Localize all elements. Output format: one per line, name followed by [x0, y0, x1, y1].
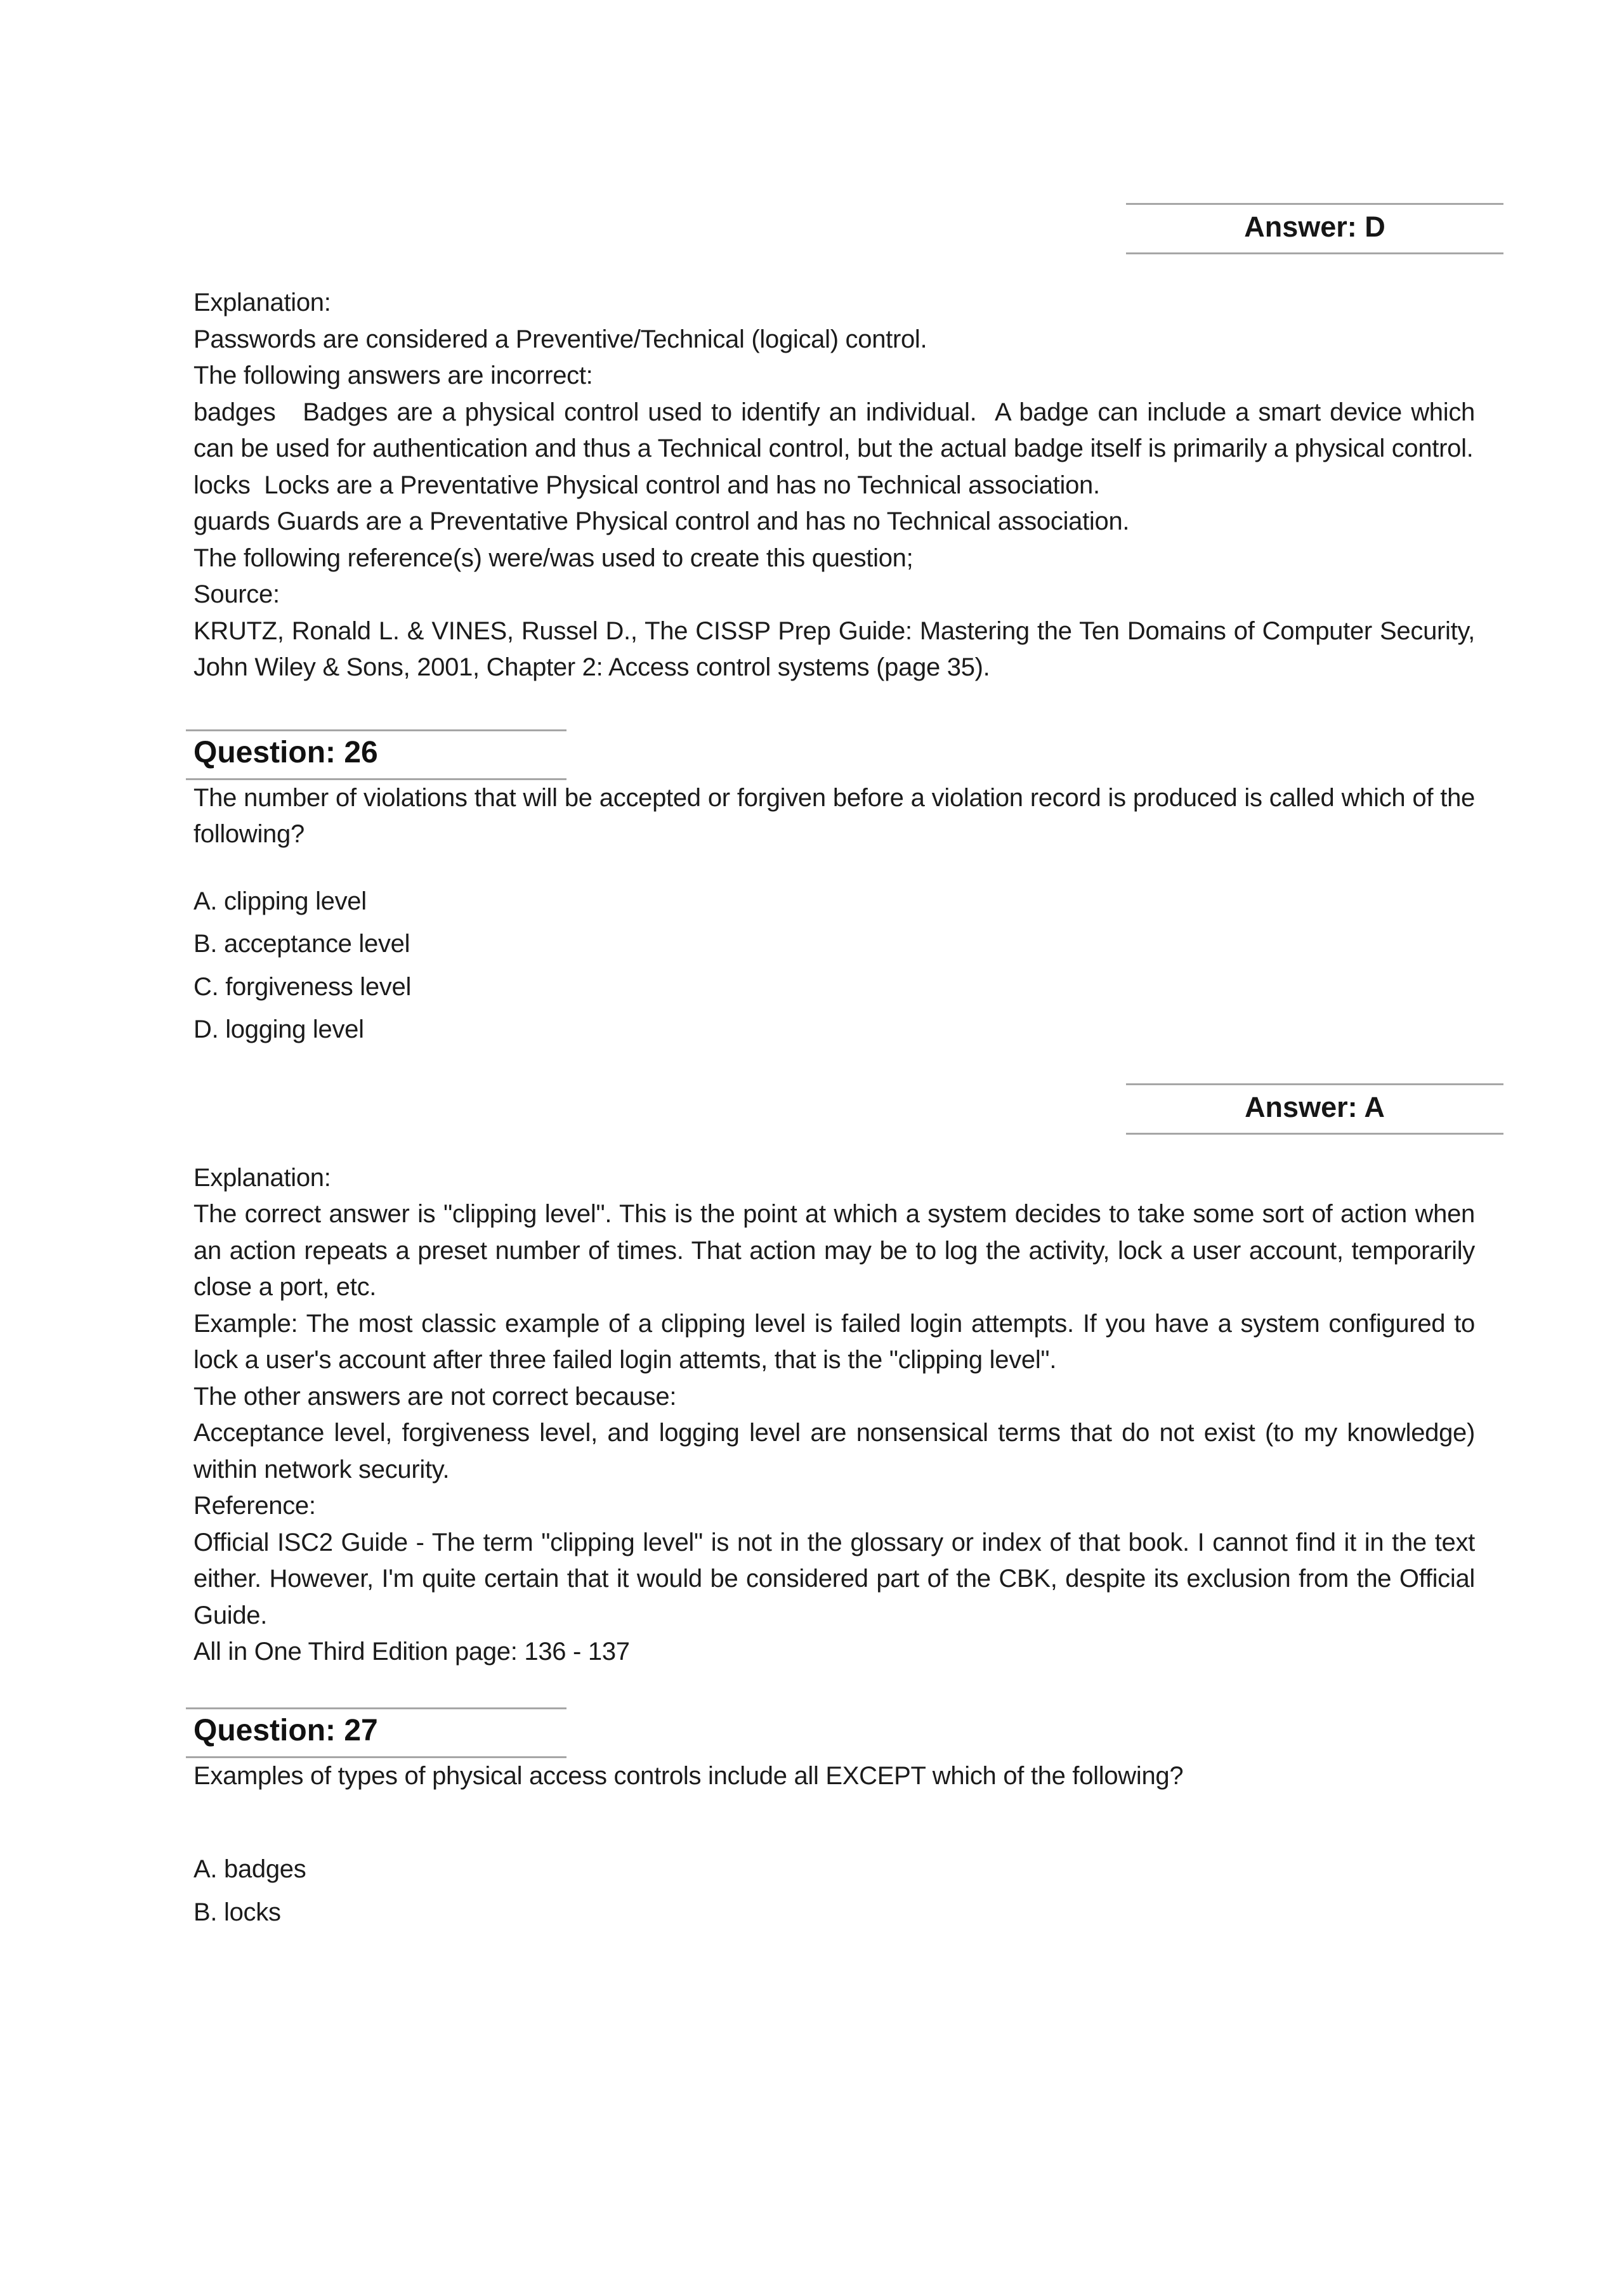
question-27-heading: Question: 27	[193, 1713, 378, 1747]
question-26-option-c: C. forgiveness level	[193, 972, 412, 1001]
explanation-q26-para-nonsense: Acceptance level, forgiveness level, and logging level are nonsensical terms that do not exist (to my knowledge) within network security.	[193, 1419, 1475, 1484]
question-27-options	[193, 1851, 1503, 1931]
answer-q26-label: Answer: A	[1245, 1090, 1385, 1123]
question-26-text: The number of violations that will be accepted or forgiven before a violation record is produced is called which of the following?	[193, 783, 1475, 848]
explanation-q25-line-incorrect: The following answers are incorrect:	[193, 362, 593, 389]
answer-q25-label: Answer: D	[1244, 211, 1385, 243]
answer-banner-q26	[1126, 1083, 1503, 1135]
explanation-q26-line-other: The other answers are not correct because:	[193, 1382, 677, 1411]
explanation-q25	[193, 285, 1503, 686]
question-27-option-a: A. badges	[193, 1855, 306, 1883]
question-26-option-a: A. clipping level	[193, 887, 367, 915]
explanation-q26-line-reference: Reference:	[193, 1492, 316, 1520]
explanation-q26-para-example: Example: The most classic example of a clipping level is failed login attempts. If you have a system configured to lock a user's account after three failed login attemts, that is the "clipping level".	[193, 1309, 1475, 1374]
answer-banner-q25	[1126, 203, 1503, 254]
explanation-q25-heading: Explanation:	[193, 289, 331, 316]
explanation-q26-heading: Explanation:	[193, 1163, 331, 1192]
question-27-option-b: B. locks	[193, 1898, 281, 1926]
explanation-q25-line-references: The following reference(s) were/was used to create this question;	[193, 544, 914, 572]
explanation-q26-para-correct: The correct answer is "clipping level". This is the point at which a system decides to take some sort of action when an action repeats a preset number of times. That action may be to log the activity, lock a user account, temporarily close a port, etc.	[193, 1200, 1475, 1301]
explanation-q26-para-official: Official ISC2 Guide - The term "clipping level" is not in the glossary or index of that book. I cannot find it in the text either. However, I'm quite certain that it would be considered part of the CBK, despite its exclusion from the Official Guide.	[193, 1528, 1475, 1629]
question-27-text: Examples of types of physical access controls include all EXCEPT which of the following?	[193, 1761, 1184, 1790]
explanation-q25-line-source: Source:	[193, 580, 280, 608]
explanation-q25-para-krutz: KRUTZ, Ronald L. & VINES, Russel D., The CISSP Prep Guide: Mastering the Ten Domains of Computer Security, John Wiley & Sons, 2001, Chapter 2: Access control systems (page 35).	[193, 616, 1475, 681]
question-27-body	[193, 1758, 1503, 1795]
question-26-header	[186, 729, 566, 780]
explanation-q26-line-aio: All in One Third Edition page: 136 - 137	[193, 1638, 630, 1666]
explanation-q26	[193, 1160, 1503, 1671]
question-26-heading: Question: 26	[193, 735, 378, 769]
explanation-q25-line-passwords: Passwords are considered a Preventive/Technical (logical) control.	[193, 325, 927, 353]
question-27-header	[186, 1707, 566, 1758]
question-26-options	[193, 884, 1503, 1048]
explanation-q25-line-locks: locks Locks are a Preventative Physical control and has no Technical association.	[193, 471, 1100, 499]
question-26-option-b: B. acceptance level	[193, 930, 410, 958]
question-26-option-d: D. logging level	[193, 1015, 364, 1043]
explanation-q25-para-badges: badges Badges are a physical control used to identify an individual. A badge can include a smart device which can be used for authentication and thus a Technical control, but the actual badge itself is primarily a physical control.	[193, 398, 1475, 462]
question-26-body	[193, 780, 1503, 853]
explanation-q25-line-guards: guards Guards are a Preventative Physical control and has no Technical association.	[193, 507, 1130, 535]
